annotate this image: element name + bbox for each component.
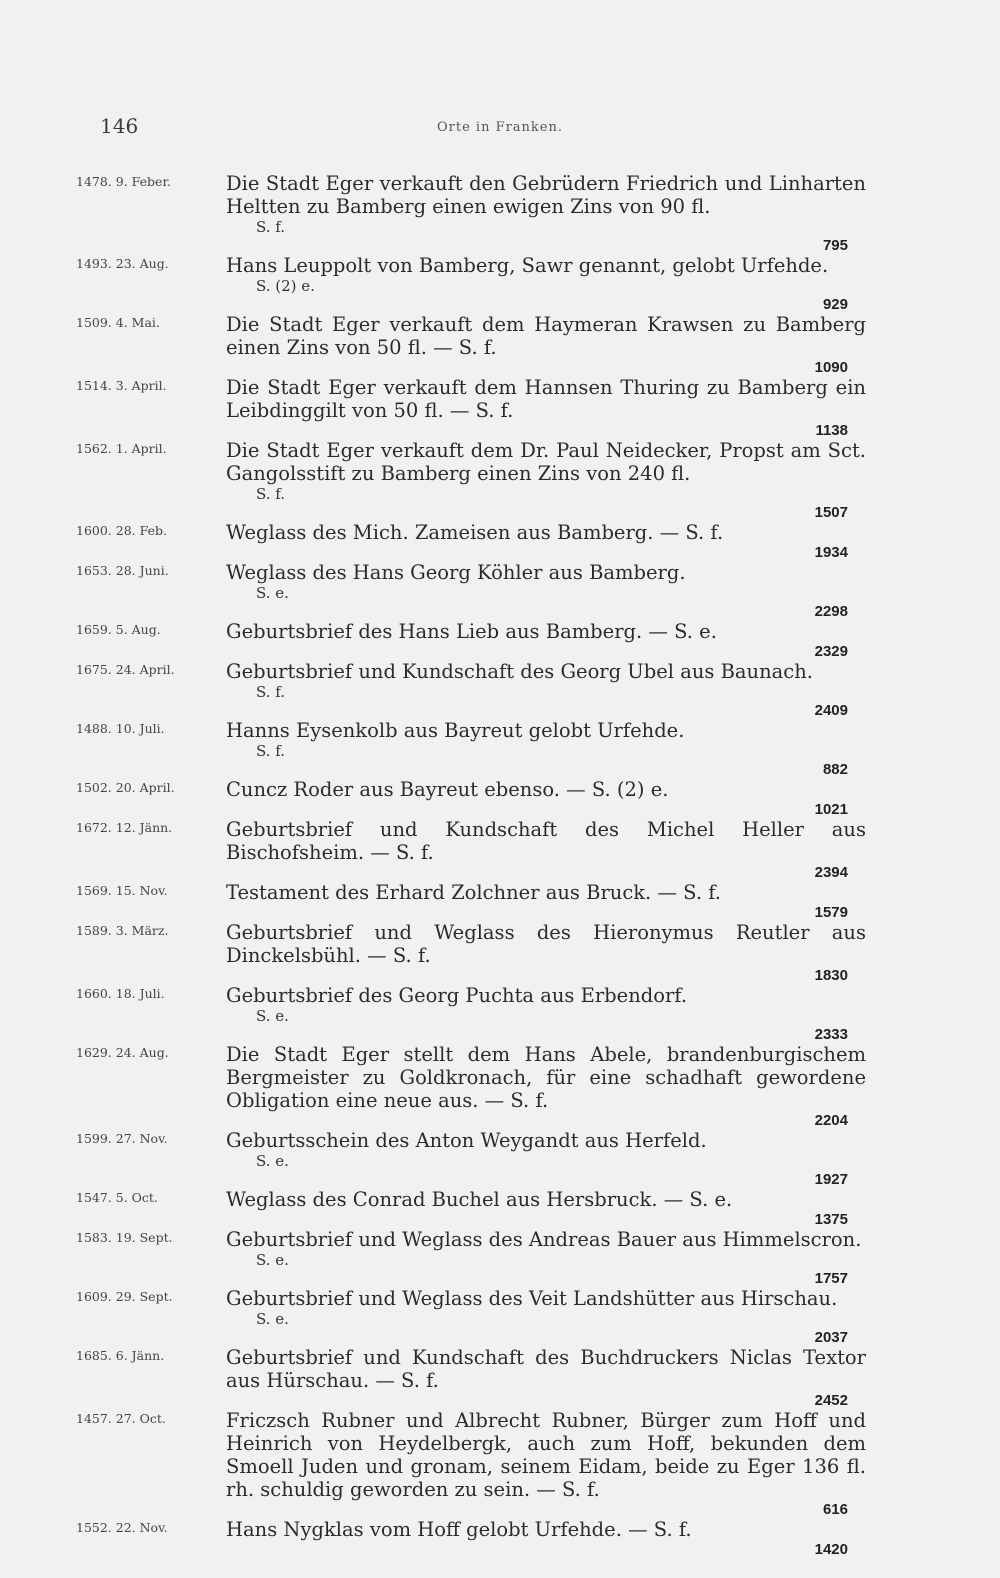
entry: [76, 818, 876, 881]
entry: [76, 1346, 876, 1409]
entry-signature: S. e.: [256, 1007, 289, 1025]
entry-signature: S. e.: [256, 1251, 289, 1269]
entry: [76, 660, 876, 719]
entry-text: Die Stadt Eger stellt dem Hans Abele, brandenburgischem Bergmeister zu Goldkronach, für eine schadhaft gewordene Obligation eine neue aus. — S. f.: [226, 1043, 866, 1112]
entry-text: Friczsch Rubner und Albrecht Rubner, Bürger zum Hoff und Heinrich von Heydelbergk, auch zum Hoff, bekunden dem Smoell Juden und gronam, seinem Eidam, beide zu Eger 136 fl. rh. schuldig geworden zu sein. — S. f.: [226, 1409, 866, 1501]
entry-number: 1927: [814, 1171, 848, 1188]
entry-date: 1514. 3. April.: [76, 378, 167, 393]
entry-number: 1579: [814, 904, 848, 921]
entry-signature: S. f.: [256, 218, 286, 236]
entry-date: 1493. 23. Aug.: [76, 256, 169, 271]
entry-date: 1599. 27. Nov.: [76, 1131, 168, 1146]
entry: [76, 1228, 876, 1287]
entry-text: Geburtsbrief und Kundschaft des Michel Heller aus Bischofsheim. — S. f.: [226, 818, 866, 864]
entry-text: Die Stadt Eger verkauft dem Hannsen Thuring zu Bamberg ein Leibdinggilt von 50 fl. — S. f.: [226, 376, 866, 422]
entry-text: Geburtsbrief des Georg Puchta aus Erbendorf.: [226, 984, 688, 1007]
entry-list: [76, 172, 876, 1558]
entry: [76, 778, 876, 818]
entry-date: 1583. 19. Sept.: [76, 1230, 173, 1245]
entry-number: 1090: [814, 359, 848, 376]
entry-signature: S. e.: [256, 584, 289, 602]
entry-number: 616: [822, 1501, 848, 1518]
entry: [76, 1409, 876, 1518]
entry-date: 1552. 22. Nov.: [76, 1520, 168, 1535]
entry-date: 1478. 9. Feber.: [76, 174, 172, 189]
entry-number: 1934: [814, 544, 848, 561]
entry: [76, 1287, 876, 1346]
entry: [76, 561, 876, 620]
entry-date: 1600. 28. Feb.: [76, 523, 167, 538]
entry: [76, 172, 876, 254]
entry-text: Die Stadt Eger verkauft dem Haymeran Krawsen zu Bamberg einen Zins von 50 fl. — S. f.: [226, 313, 866, 359]
entry-text: Geburtsbrief und Weglass des Hieronymus Reutler aus Dinckelsbühl. — S. f.: [226, 921, 866, 967]
entry-text: Die Stadt Eger verkauft den Gebrüdern Friedrich und Linharten Heltten zu Bamberg einen ewigen Zins von 90 fl.: [226, 172, 866, 218]
entry-date: 1672. 12. Jänn.: [76, 820, 173, 835]
entry-date: 1659. 5. Aug.: [76, 622, 161, 637]
entry-signature: S. f.: [256, 683, 286, 701]
entry-date: 1502. 20. April.: [76, 780, 175, 795]
entry-date: 1488. 10. Juli.: [76, 721, 165, 736]
entry-number: 2452: [814, 1392, 848, 1409]
entry-signature: S. f.: [256, 485, 286, 503]
entry-date: 1509. 4. Mai.: [76, 315, 160, 330]
entry: [76, 1518, 876, 1558]
entry-text: Hans Nygklas vom Hoff gelobt Urfehde. — S. f.: [226, 1518, 692, 1541]
page-header: [100, 114, 900, 144]
entry-number: 1021: [814, 801, 848, 818]
entry-text: Geburtsschein des Anton Weygandt aus Herfeld.: [226, 1129, 707, 1152]
entry-number: 2394: [814, 864, 848, 881]
entry-number: 1420: [814, 1541, 848, 1558]
entry-number: 2329: [814, 643, 848, 660]
entry: [76, 521, 876, 561]
entry: [76, 719, 876, 778]
entry-date: 1589. 3. März.: [76, 923, 169, 938]
entry: [76, 921, 876, 984]
entry: [76, 1188, 876, 1228]
entry-number: 2298: [814, 603, 848, 620]
entry: [76, 439, 876, 521]
entry-text: Weglass des Mich. Zameisen aus Bamberg. — S. f.: [226, 521, 724, 544]
entry-date: 1609. 29. Sept.: [76, 1289, 173, 1304]
running-title: Orte in Franken.: [436, 120, 564, 135]
page-number: 146: [100, 114, 139, 138]
entry-signature: S. e.: [256, 1310, 289, 1328]
entry-date: 1562. 1. April.: [76, 441, 167, 456]
entry-number: 2409: [814, 702, 848, 719]
entry-number: 795: [822, 237, 848, 254]
entry-number: 1507: [814, 504, 848, 521]
entry-signature: S. f.: [256, 742, 286, 760]
entry-text: Geburtsbrief des Hans Lieb aus Bamberg. — S. e.: [226, 620, 717, 643]
entry-number: 929: [822, 296, 848, 313]
entry-text: Die Stadt Eger verkauft dem Dr. Paul Neidecker, Propst am Sct. Gangolsstift zu Bamberg einen Zins von 240 fl.: [226, 439, 866, 485]
entry-text: Geburtsbrief und Kundschaft des Buchdruckers Niclas Textor aus Hürschau. — S. f.: [226, 1346, 866, 1392]
entry-text: Geburtsbrief und Weglass des Veit Landshütter aus Hirschau.: [226, 1287, 838, 1310]
entry-text: Cuncz Roder aus Bayreut ebenso. — S. (2) e.: [226, 778, 669, 801]
entry-text: Weglass des Conrad Buchel aus Hersbruck. — S. e.: [226, 1188, 733, 1211]
entry-text: Geburtsbrief und Weglass des Andreas Bauer aus Himmelscron.: [226, 1228, 862, 1251]
entry-date: 1547. 5. Oct.: [76, 1190, 158, 1205]
entry-date: 1569. 15. Nov.: [76, 883, 168, 898]
entry: [76, 376, 876, 439]
entry-signature: S. e.: [256, 1152, 289, 1170]
entry-number: 1830: [814, 967, 848, 984]
entry-date: 1685. 6. Jänn.: [76, 1348, 165, 1363]
entry: [76, 313, 876, 376]
entry-text: Weglass des Hans Georg Köhler aus Bamberg.: [226, 561, 686, 584]
entry-number: 2037: [814, 1329, 848, 1346]
entry-date: 1653. 28. Juni.: [76, 563, 169, 578]
entry-number: 2204: [814, 1112, 848, 1129]
entry: [76, 881, 876, 921]
entry-number: 1375: [814, 1211, 848, 1228]
entry-date: 1457. 27. Oct.: [76, 1411, 166, 1426]
entry-number: 2333: [814, 1026, 848, 1043]
entry-date: 1629. 24. Aug.: [76, 1045, 169, 1060]
entry-number: 1138: [815, 422, 848, 439]
entry-text: Testament des Erhard Zolchner aus Bruck. — S. f.: [226, 881, 721, 904]
entry: [76, 620, 876, 660]
entry: [76, 254, 876, 313]
entry-number: 882: [822, 761, 848, 778]
entry-text: Geburtsbrief und Kundschaft des Georg Ubel aus Baunach.: [226, 660, 813, 683]
entry-date: 1660. 18. Juli.: [76, 986, 165, 1001]
entry-text: Hanns Eysenkolb aus Bayreut gelobt Urfehde.: [226, 719, 685, 742]
entry-text: Hans Leuppolt von Bamberg, Sawr genannt, gelobt Urfehde.: [226, 254, 829, 277]
entry: [76, 1043, 876, 1129]
entry: [76, 1129, 876, 1188]
entry-signature: S. (2) e.: [256, 277, 315, 295]
entry-date: 1675. 24. April.: [76, 662, 175, 677]
entry-number: 1757: [814, 1270, 848, 1287]
entry: [76, 984, 876, 1043]
